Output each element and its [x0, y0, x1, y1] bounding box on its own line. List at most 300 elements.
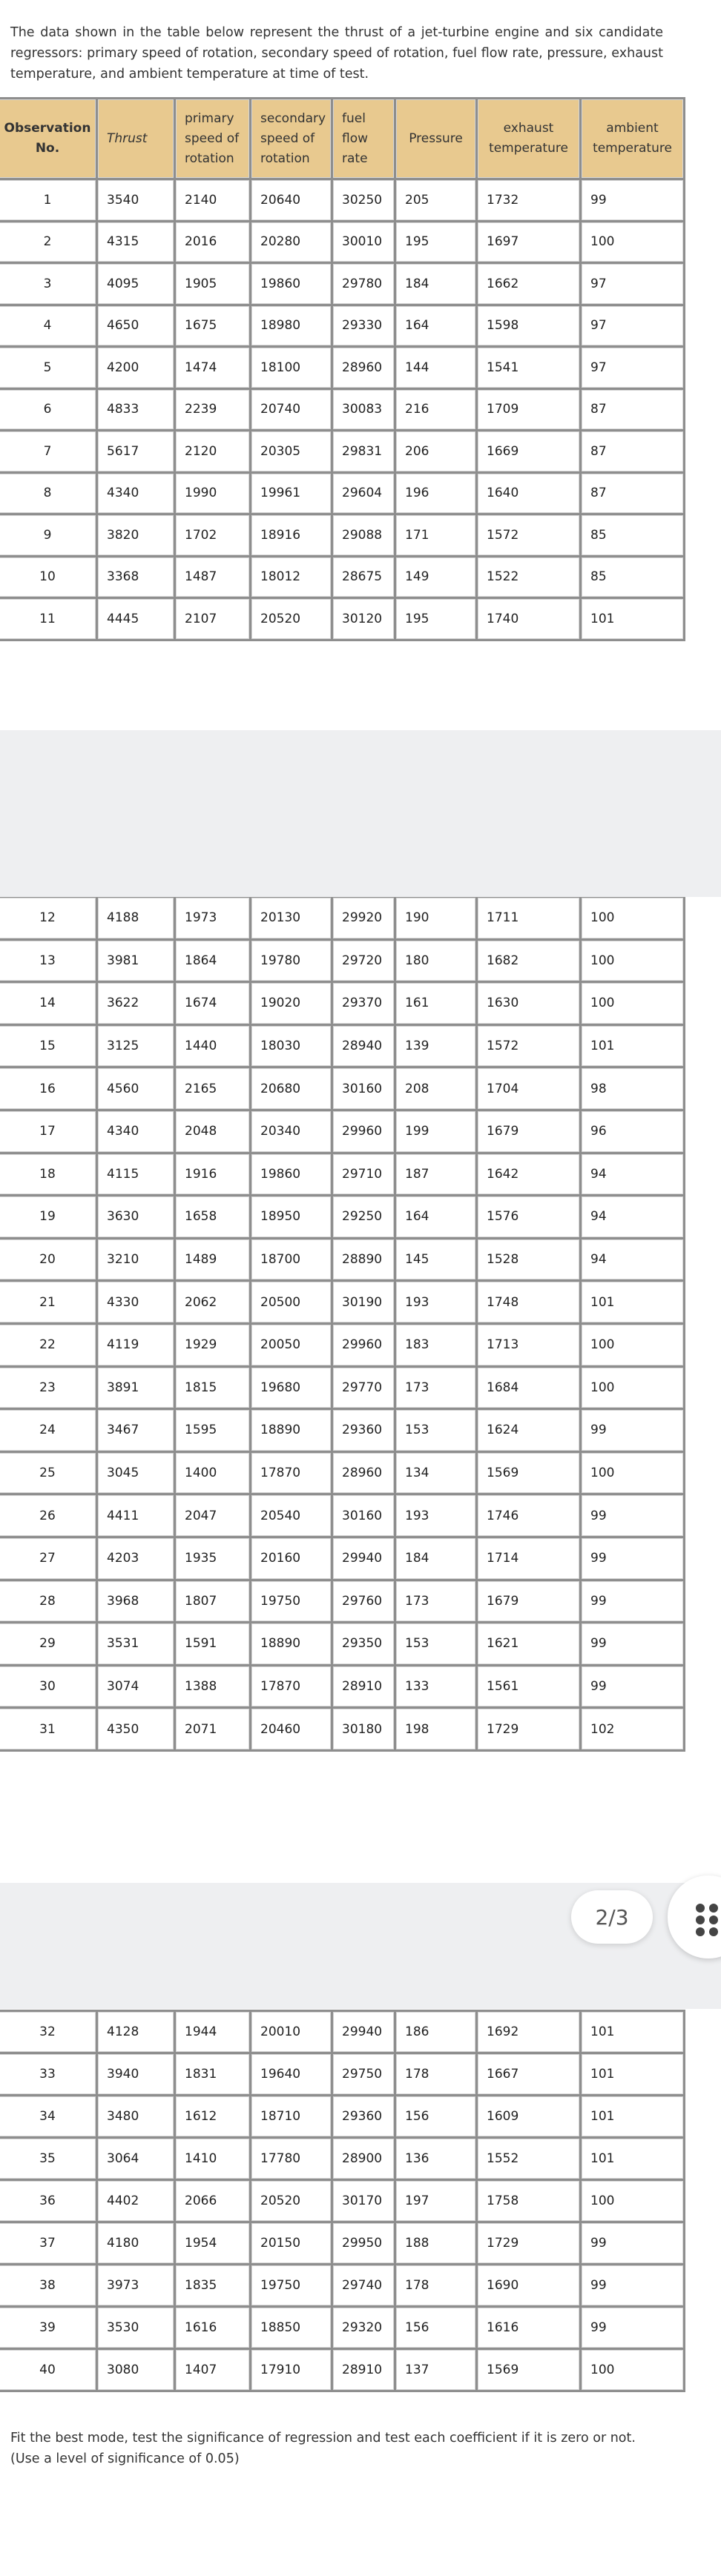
table-cell: 18710 [251, 2096, 332, 2138]
table-cell: 1954 [175, 2222, 251, 2265]
table-row [0, 1196, 685, 1239]
table-row [0, 431, 685, 473]
observation-cell: 21 [0, 1281, 97, 1324]
table-cell: 171 [395, 514, 477, 557]
table-row [0, 897, 685, 940]
table-cell: 29940 [332, 2011, 395, 2053]
observation-cell: 36 [0, 2180, 97, 2222]
table-cell: 144 [395, 347, 477, 389]
table-cell: 136 [395, 2138, 477, 2180]
table-cell: 30190 [332, 1281, 395, 1324]
table-cell: 1746 [477, 1494, 581, 1537]
table-cell: 19860 [251, 263, 332, 305]
data-table [0, 895, 685, 1752]
data-table [0, 2010, 685, 2392]
table-row [0, 305, 685, 347]
table-cell: 20305 [251, 431, 332, 473]
table-cell: 4200 [97, 347, 175, 389]
table-cell: 20150 [251, 2222, 332, 2265]
table-cell: 1487 [175, 556, 251, 598]
observation-cell: 23 [0, 1366, 97, 1409]
table-cell: 4445 [97, 598, 175, 640]
table-cell: 199 [395, 1110, 477, 1153]
table-cell: 4128 [97, 2011, 175, 2053]
table-cell: 4115 [97, 1153, 175, 1196]
table-cell: 153 [395, 1623, 477, 1666]
table-cell: 4650 [97, 305, 175, 347]
table-cell: 1697 [477, 221, 581, 263]
table-cell: 20130 [251, 897, 332, 940]
table-cell: 30083 [332, 388, 395, 431]
table-row [0, 556, 685, 598]
table-cell: 1576 [477, 1196, 581, 1239]
table-cell: 29370 [332, 982, 395, 1025]
table-cell: 196 [395, 472, 477, 514]
table-cell: 1675 [175, 305, 251, 347]
table-row [0, 1238, 685, 1281]
table-row [0, 1708, 685, 1751]
table-cell: 99 [581, 1409, 685, 1452]
table-cell: 20540 [251, 1494, 332, 1537]
table-cell: 28910 [332, 1665, 395, 1708]
table-cell: 101 [581, 598, 685, 640]
table-cell: 19750 [251, 1580, 332, 1623]
table-cell: 4340 [97, 472, 175, 514]
table-cell: 2062 [175, 1281, 251, 1324]
table-cell: 3891 [97, 1366, 175, 1409]
table-cell: 206 [395, 431, 477, 473]
table-cell: 5617 [97, 431, 175, 473]
observation-cell: 2 [0, 221, 97, 263]
table-cell: 1569 [477, 1451, 581, 1494]
table-cell: 100 [581, 2180, 685, 2222]
table-cell: 29780 [332, 263, 395, 305]
table-cell: 101 [581, 2096, 685, 2138]
table-cell: 19750 [251, 2265, 332, 2307]
table-cell: 178 [395, 2053, 477, 2096]
table-row [0, 1494, 685, 1537]
table-cell: 1835 [175, 2265, 251, 2307]
table-cell: 1410 [175, 2138, 251, 2180]
table-cell: 29250 [332, 1196, 395, 1239]
table-cell: 3540 [97, 179, 175, 222]
table-cell: 97 [581, 347, 685, 389]
table-cell: 4203 [97, 1537, 175, 1580]
table-cell: 3074 [97, 1665, 175, 1708]
table-cell: 1662 [477, 263, 581, 305]
observation-cell: 1 [0, 179, 97, 222]
observation-cell: 31 [0, 1708, 97, 1751]
table-cell: 164 [395, 1196, 477, 1239]
table-cell: 1674 [175, 982, 251, 1025]
table-cell: 18012 [251, 556, 332, 598]
table-cell: 186 [395, 2011, 477, 2053]
table-cell: 197 [395, 2180, 477, 2222]
observation-cell: 25 [0, 1451, 97, 1494]
table-cell: 3210 [97, 1238, 175, 1281]
table-cell: 18890 [251, 1623, 332, 1666]
observation-cell: 30 [0, 1665, 97, 1708]
table-cell: 4402 [97, 2180, 175, 2222]
table-cell: 28675 [332, 556, 395, 598]
table-cell: 2107 [175, 598, 251, 640]
table-cell: 1729 [477, 2222, 581, 2265]
table-row [0, 1281, 685, 1324]
table-cell: 99 [581, 1494, 685, 1537]
table-cell: 99 [581, 2222, 685, 2265]
observation-cell: 24 [0, 1409, 97, 1452]
table-cell: 29750 [332, 2053, 395, 2096]
table-cell: 173 [395, 1366, 477, 1409]
table-cell: 28910 [332, 2349, 395, 2391]
table-cell: 20050 [251, 1323, 332, 1366]
table-cell: 1714 [477, 1537, 581, 1580]
table-cell: 101 [581, 2138, 685, 2180]
table-cell: 18916 [251, 514, 332, 557]
table-cell: 99 [581, 1665, 685, 1708]
table-cell: 1609 [477, 2096, 581, 2138]
table-cell: 28960 [332, 1451, 395, 1494]
column-header: exhaust temperature [477, 99, 581, 179]
table-cell: 2047 [175, 1494, 251, 1537]
table-row [0, 1153, 685, 1196]
table-cell: 1704 [477, 1067, 581, 1110]
table-cell: 1864 [175, 939, 251, 982]
table-cell: 20740 [251, 388, 332, 431]
table-cell: 1758 [477, 2180, 581, 2222]
intro-text: The data shown in the table below represent the thrust of a jet-turbine engine and six candidate regressors: primary speed of rotation, secondary speed of rotation, fuel flow rate, pressure, exhaust temperature, and ambient temperature at time of test. [10, 25, 663, 82]
table-cell: 2071 [175, 1708, 251, 1751]
table-cell: 18100 [251, 347, 332, 389]
table-cell: 4180 [97, 2222, 175, 2265]
table-cell: 30170 [332, 2180, 395, 2222]
table-cell: 20460 [251, 1708, 332, 1751]
table-cell: 1642 [477, 1153, 581, 1196]
table-cell: 1624 [477, 1409, 581, 1452]
table-cell: 1400 [175, 1451, 251, 1494]
table-cell: 195 [395, 221, 477, 263]
table-cell: 1935 [175, 1537, 251, 1580]
column-header: Observation No. [0, 99, 97, 179]
table-cell: 97 [581, 305, 685, 347]
observation-cell: 40 [0, 2349, 97, 2391]
table-cell: 20280 [251, 221, 332, 263]
table-cell: 1630 [477, 982, 581, 1025]
column-header: Thrust [97, 99, 175, 179]
observation-cell: 37 [0, 2222, 97, 2265]
observation-cell: 10 [0, 556, 97, 598]
table-row [0, 1537, 685, 1580]
table-cell: 1929 [175, 1323, 251, 1366]
table-cell: 180 [395, 939, 477, 982]
table-row [0, 388, 685, 431]
table-cell: 1702 [175, 514, 251, 557]
table-cell: 1732 [477, 179, 581, 222]
table-row [0, 2096, 685, 2138]
table-cell: 208 [395, 1067, 477, 1110]
table-cell: 101 [581, 1281, 685, 1324]
table-row [0, 2349, 685, 2391]
table-cell: 3368 [97, 556, 175, 598]
table-cell: 99 [581, 1623, 685, 1666]
table-cell: 19780 [251, 939, 332, 982]
table-cell: 3981 [97, 939, 175, 982]
table-cell: 29320 [332, 2307, 395, 2349]
table-cell: 29950 [332, 2222, 395, 2265]
table-cell: 3045 [97, 1451, 175, 1494]
table-cell: 3530 [97, 2307, 175, 2349]
table-cell: 1748 [477, 1281, 581, 1324]
table-cell: 1831 [175, 2053, 251, 2096]
table-cell: 17870 [251, 1451, 332, 1494]
table-header-row [0, 99, 685, 179]
table-cell: 3820 [97, 514, 175, 557]
table-cell: 1944 [175, 2011, 251, 2053]
table-cell: 1669 [477, 431, 581, 473]
table-cell: 18890 [251, 1409, 332, 1452]
table-cell: 1522 [477, 556, 581, 598]
table-cell: 99 [581, 1537, 685, 1580]
table-cell: 1528 [477, 1238, 581, 1281]
table-cell: 3064 [97, 2138, 175, 2180]
table-cell: 29360 [332, 2096, 395, 2138]
table-cell: 3968 [97, 1580, 175, 1623]
table-row [0, 1409, 685, 1452]
table-cell: 97 [581, 263, 685, 305]
table-cell: 1679 [477, 1110, 581, 1153]
table-cell: 101 [581, 2053, 685, 2096]
table-cell: 1561 [477, 1665, 581, 1708]
observation-cell: 9 [0, 514, 97, 557]
table-row [0, 1024, 685, 1067]
table-cell: 4188 [97, 897, 175, 940]
table-cell: 4095 [97, 263, 175, 305]
table-cell: 100 [581, 897, 685, 940]
column-header: fuel flow rate [332, 99, 395, 179]
table-cell: 94 [581, 1153, 685, 1196]
table-cell: 1640 [477, 472, 581, 514]
table-cell: 30180 [332, 1708, 395, 1751]
table-cell: 101 [581, 2011, 685, 2053]
table-cell: 17780 [251, 2138, 332, 2180]
table-cell: 28890 [332, 1238, 395, 1281]
table-cell: 17870 [251, 1665, 332, 1708]
table-row [0, 1110, 685, 1153]
table-row [0, 939, 685, 982]
table-cell: 94 [581, 1196, 685, 1239]
observation-cell: 16 [0, 1067, 97, 1110]
table-cell: 178 [395, 2265, 477, 2307]
table-cell: 29940 [332, 1537, 395, 1580]
table-cell: 29740 [332, 2265, 395, 2307]
observation-cell: 5 [0, 347, 97, 389]
table-cell: 1616 [477, 2307, 581, 2349]
table-cell: 28960 [332, 347, 395, 389]
table-cell: 29360 [332, 1409, 395, 1452]
table-cell: 87 [581, 431, 685, 473]
table-cell: 1684 [477, 1366, 581, 1409]
table-cell: 205 [395, 179, 477, 222]
page-gap [0, 730, 721, 897]
observation-cell: 15 [0, 1024, 97, 1067]
table-row [0, 221, 685, 263]
observation-cell: 4 [0, 305, 97, 347]
table-cell: 1905 [175, 263, 251, 305]
table-row [0, 1623, 685, 1666]
table-cell: 1388 [175, 1665, 251, 1708]
table-cell: 17910 [251, 2349, 332, 2391]
table-cell: 94 [581, 1238, 685, 1281]
observation-cell: 33 [0, 2053, 97, 2096]
table-cell: 20520 [251, 2180, 332, 2222]
table-cell: 3480 [97, 2096, 175, 2138]
table-cell: 29960 [332, 1323, 395, 1366]
table-row [0, 2011, 685, 2053]
observation-cell: 35 [0, 2138, 97, 2180]
table-cell: 29831 [332, 431, 395, 473]
table-cell: 20520 [251, 598, 332, 640]
table-cell: 1591 [175, 1623, 251, 1666]
table-row [0, 472, 685, 514]
table-cell: 2239 [175, 388, 251, 431]
table-cell: 1621 [477, 1623, 581, 1666]
column-header: Pressure [395, 99, 477, 179]
table-cell: 1916 [175, 1153, 251, 1196]
table-cell: 187 [395, 1153, 477, 1196]
table-cell: 183 [395, 1323, 477, 1366]
table-cell: 145 [395, 1238, 477, 1281]
observation-cell: 38 [0, 2265, 97, 2307]
table-cell: 85 [581, 514, 685, 557]
observation-cell: 13 [0, 939, 97, 982]
table-cell: 4350 [97, 1708, 175, 1751]
table-cell: 1679 [477, 1580, 581, 1623]
observation-cell: 34 [0, 2096, 97, 2138]
table-cell: 30120 [332, 598, 395, 640]
table-cell: 20500 [251, 1281, 332, 1324]
table-cell: 195 [395, 598, 477, 640]
table-cell: 1690 [477, 2265, 581, 2307]
table-cell: 4560 [97, 1067, 175, 1110]
table-cell: 184 [395, 263, 477, 305]
table-cell: 100 [581, 982, 685, 1025]
table-cell: 4833 [97, 388, 175, 431]
table-cell: 193 [395, 1281, 477, 1324]
table-cell: 29720 [332, 939, 395, 982]
observation-cell: 26 [0, 1494, 97, 1537]
table-cell: 1658 [175, 1196, 251, 1239]
observation-cell: 39 [0, 2307, 97, 2349]
table-cell: 29760 [332, 1580, 395, 1623]
table-cell: 4340 [97, 1110, 175, 1153]
table-cell: 29350 [332, 1623, 395, 1666]
table-cell: 19860 [251, 1153, 332, 1196]
table-cell: 1407 [175, 2349, 251, 2391]
table-row [0, 179, 685, 222]
table-cell: 18980 [251, 305, 332, 347]
table-cell: 1572 [477, 1024, 581, 1067]
table-cell: 30160 [332, 1067, 395, 1110]
table-cell: 3973 [97, 2265, 175, 2307]
table-cell: 1807 [175, 1580, 251, 1623]
table-cell: 3531 [97, 1623, 175, 1666]
table-cell: 100 [581, 1451, 685, 1494]
table-cell: 156 [395, 2307, 477, 2349]
table-row [0, 1580, 685, 1623]
observation-cell: 11 [0, 598, 97, 640]
table-cell: 4119 [97, 1323, 175, 1366]
table-cell: 133 [395, 1665, 477, 1708]
table-cell: 18030 [251, 1024, 332, 1067]
table-cell: 29960 [332, 1110, 395, 1153]
observation-cell: 6 [0, 388, 97, 431]
table-cell: 20680 [251, 1067, 332, 1110]
table-cell: 19640 [251, 2053, 332, 2096]
table-cell: 1709 [477, 388, 581, 431]
observation-cell: 19 [0, 1196, 97, 1239]
table-row [0, 2180, 685, 2222]
table-cell: 101 [581, 1024, 685, 1067]
table-cell: 29604 [332, 472, 395, 514]
table-row [0, 598, 685, 640]
table-cell: 1569 [477, 2349, 581, 2391]
table-cell: 1682 [477, 939, 581, 982]
column-header: ambient temperature [581, 99, 685, 179]
table-cell: 99 [581, 2307, 685, 2349]
table-cell: 193 [395, 1494, 477, 1537]
page-indicator: 2/3 [571, 1890, 653, 1944]
table-cell: 85 [581, 556, 685, 598]
table-cell: 1990 [175, 472, 251, 514]
table-cell: 3940 [97, 2053, 175, 2096]
observation-cell: 22 [0, 1323, 97, 1366]
table-cell: 2048 [175, 1110, 251, 1153]
table-cell: 156 [395, 2096, 477, 2138]
table-row [0, 347, 685, 389]
table-row [0, 2138, 685, 2180]
observation-cell: 12 [0, 897, 97, 940]
observation-cell: 27 [0, 1537, 97, 1580]
observation-cell: 29 [0, 1623, 97, 1666]
observation-cell: 14 [0, 982, 97, 1025]
table-cell: 1572 [477, 514, 581, 557]
table-cell: 96 [581, 1110, 685, 1153]
table-cell: 188 [395, 2222, 477, 2265]
table-cell: 29088 [332, 514, 395, 557]
table-cell: 99 [581, 179, 685, 222]
table-row [0, 1451, 685, 1494]
table-cell: 100 [581, 1323, 685, 1366]
table-cell: 4330 [97, 1281, 175, 1324]
table-cell: 1815 [175, 1366, 251, 1409]
table-cell: 30010 [332, 221, 395, 263]
table-cell: 2140 [175, 179, 251, 222]
table-cell: 1692 [477, 2011, 581, 2053]
table-cell: 161 [395, 982, 477, 1025]
table-cell: 4315 [97, 221, 175, 263]
table-cell: 1711 [477, 897, 581, 940]
table-cell: 1740 [477, 598, 581, 640]
table-row [0, 514, 685, 557]
table-cell: 1489 [175, 1238, 251, 1281]
table-cell: 190 [395, 897, 477, 940]
table-cell: 18850 [251, 2307, 332, 2349]
table-cell: 173 [395, 1580, 477, 1623]
table-cell: 87 [581, 388, 685, 431]
observation-cell: 28 [0, 1580, 97, 1623]
table-cell: 2165 [175, 1067, 251, 1110]
data-table [0, 97, 685, 641]
